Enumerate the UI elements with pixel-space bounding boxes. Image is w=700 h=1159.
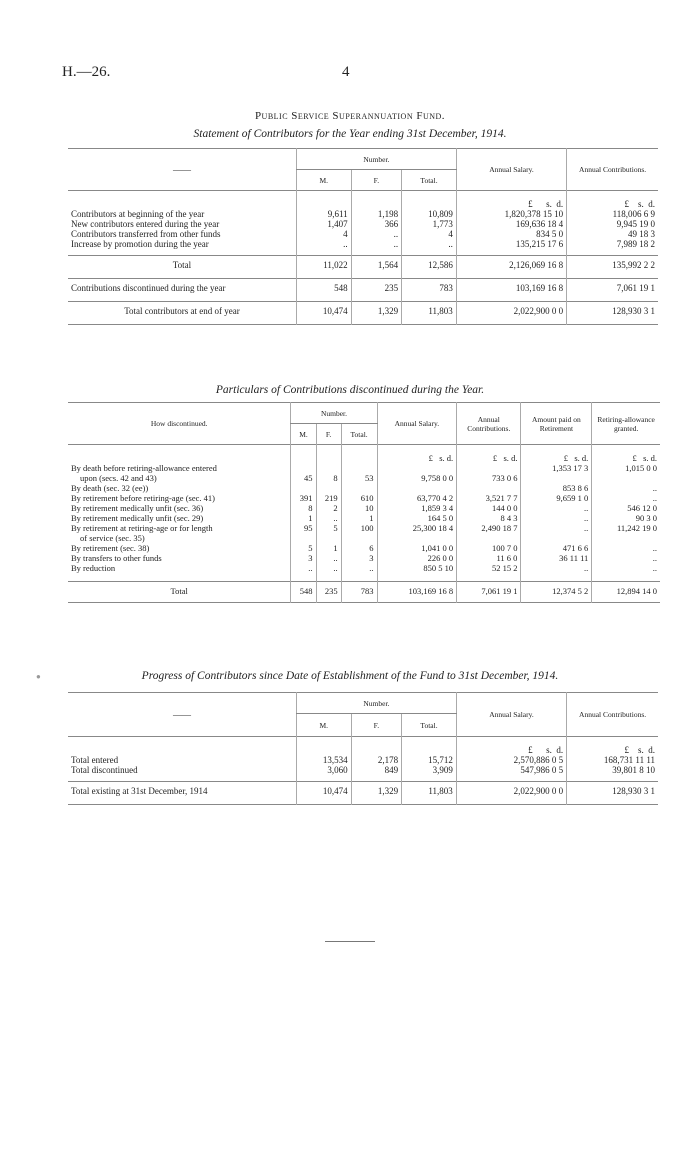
end-rule [325,941,375,942]
f-header: F. [316,424,341,445]
table-row: By retirement medically unfit (sec. 36) 8 2 10 1,859 3 4 144 0 0 .. 546 12 0 [68,503,660,513]
lsd-header: £ s. d. [377,453,457,463]
dash-cell: —— [172,709,191,720]
page-number: 4 [342,64,350,80]
total-row: Total 11,022 1,564 12,586 2,126,069 16 8 135,992 2 2 [68,256,658,279]
table3-subtitle: Progress of Contributors since Date of Establishment of the Fund to 31st December, 1914. [141,670,559,682]
how-discontinued-header: How discontinued. [150,419,208,428]
m-header: M. [296,170,351,191]
page-identifier: H.—26. [62,64,111,80]
statement-of-contributors-table [68,148,658,325]
number-header: Number. [296,149,456,170]
lsd-header: £ s. d. [457,453,521,463]
bullet-mark: ● [36,672,41,681]
retiring-allowance-header: Retiring-allowance granted. [592,403,660,445]
table2-subtitle: Particulars of Contributions discontinued during the Year. [215,384,485,396]
table-row: By death (sec. 32 (ee)) 853 8 6 .. [68,483,660,493]
lsd-header: £ s. d. [456,745,566,755]
table-row: Increase by promotion during the year .. .. .. 135,215 17 6 7,989 18 2 [68,239,658,249]
dash-cell: —— [172,164,191,175]
lsd-header: £ s. d. [456,199,566,209]
table-row: of service (sec. 35) [68,533,660,543]
lsd-header: £ s. d. [567,745,658,755]
salary-header: Annual Salary. [377,403,457,445]
lsd-header: £ s. d. [567,199,658,209]
lsd-header: £ s. d. [521,453,592,463]
table-row: Total discontinued 3,060 849 3,909 547,986 0 5 39,801 8 10 [68,765,658,775]
table1-subtitle: Statement of Contributors for the Year ending 31st December, 1914. [193,128,507,140]
table-row: By death before retiring-allowance entered 1,353 17 3 1,015 0 0 [68,463,660,473]
discontinued-row: Contributions discontinued during the year 548 235 783 103,169 16 8 7,061 19 1 [68,279,658,302]
contrib-header: Annual Contributions. [567,149,658,191]
m-header: M. [291,424,316,445]
m-header: M. [296,714,351,737]
table-row: By retirement medically unfit (sec. 29) 1 .. 1 164 5 0 8 4 3 .. 90 3 0 [68,513,660,523]
refund-header: Amount paid on Retirement [521,403,592,445]
contrib-header: Annual Contributions. [457,403,521,445]
table-row: New contributors entered during the year 1,407 366 1,773 169,636 18 4 9,945 19 0 [68,219,658,229]
table-row: By reduction .. .. .. 850 5 10 52 15 2 .. .. [68,563,660,573]
total-header: Total. [341,424,377,445]
table-row: By retirement before retiring-age (sec. 41) 391 219 610 63,770 4 2 3,521 7 7 9,659 1 0 .. [68,493,660,503]
total-row: Total existing at 31st December, 1914 10,474 1,329 11,803 2,022,900 0 0 128,930 3 1 [68,782,658,805]
salary-header: Annual Salary. [456,149,566,191]
table-row: Contributors at beginning of the year 9,611 1,198 10,809 1,820,378 15 10 118,006 6 9 [68,209,658,219]
table-row: upon (secs. 42 and 43) 45 8 53 9,758 0 0 733 0 6 [68,473,660,483]
contrib-header: Annual Contributions. [567,693,658,737]
salary-header: Annual Salary. [456,693,566,737]
discontinued-contributions-table [68,402,660,603]
lsd-header: £ s. d. [592,453,660,463]
end-of-year-row: Total contributors at end of year 10,474 1,329 11,803 2,022,900 0 0 128,930 3 1 [68,302,658,325]
fund-title: Public Service Superannuation Fund. [254,110,446,122]
number-header: Number. [296,693,456,714]
f-header: F. [351,714,402,737]
table-row: Contributors transferred from other funds 4 .. 4 834 5 0 49 18 3 [68,229,658,239]
total-row: Total 548 235 783 103,169 16 8 7,061 19 1 12,374 5 2 12,894 14 0 [68,582,660,603]
total-header: Total. [402,170,457,191]
table-row: By retirement at retiring-age or for length 95 5 100 25,300 18 4 2,490 18 7 .. 11,242 19 0 [68,523,660,533]
f-header: F. [351,170,402,191]
progress-of-contributors-table [68,692,658,805]
table-row: By transfers to other funds 3 .. 3 226 0 0 11 6 0 36 11 11 .. [68,553,660,563]
number-header: Number. [291,403,377,424]
table-row: By retirement (sec. 38) 5 1 6 1,041 0 0 100 7 0 471 6 6 .. [68,543,660,553]
total-header: Total. [402,714,457,737]
table-row: Total entered 13,534 2,178 15,712 2,570,886 0 5 168,731 11 11 [68,755,658,765]
